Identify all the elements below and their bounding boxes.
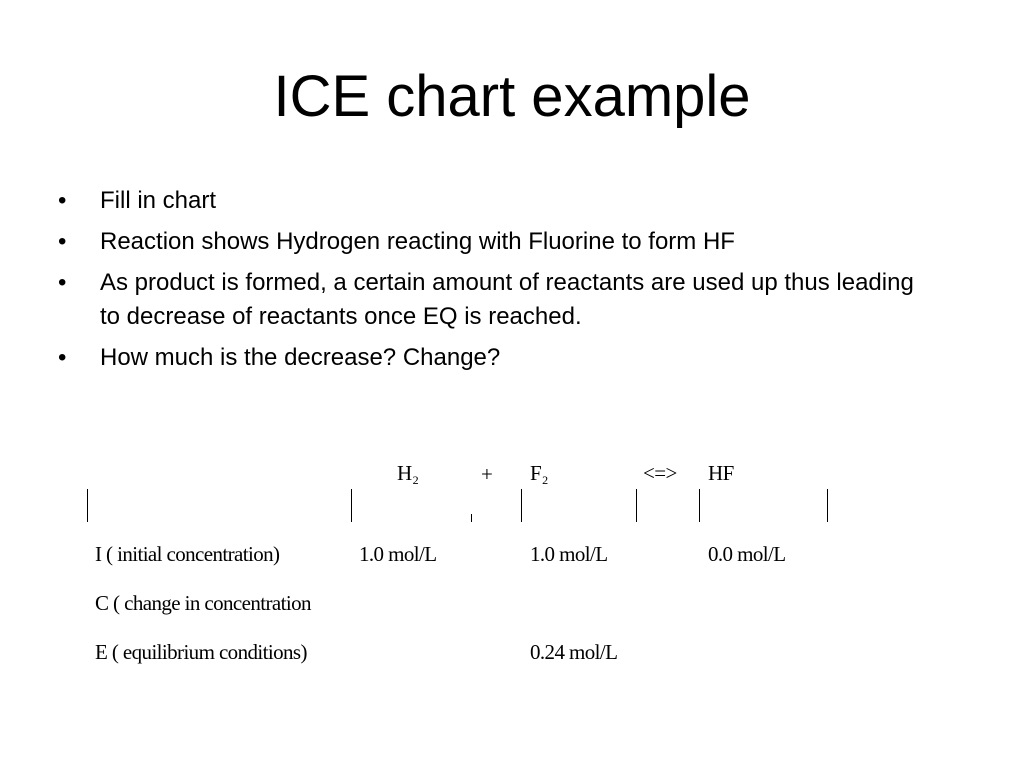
table-divider (636, 489, 637, 522)
bullet-item (58, 225, 938, 259)
reactant-h2 (397, 461, 418, 488)
plus-sign: + (481, 462, 493, 486)
product-hf: HF (708, 461, 734, 485)
row-label-equilibrium: E ( equilibrium conditions) (95, 640, 307, 664)
bullet-text: How much is the decrease? Change? (100, 344, 501, 371)
h2-symbol: H (397, 461, 412, 485)
h2-subscript: 2 (412, 473, 418, 487)
bullet-item (58, 184, 938, 218)
f2-subscript: 2 (542, 473, 548, 487)
row-label-change: C ( change in concentration (95, 591, 311, 615)
row-label-initial: I ( initial concentration) (95, 542, 280, 566)
cell-initial-h2: 1.0 mol/L (359, 542, 437, 566)
bullet-item (58, 341, 938, 375)
cell-equilibrium-f2: 0.24 mol/L (530, 640, 618, 664)
bullet-list (58, 184, 938, 382)
table-divider (699, 489, 700, 522)
bullet-item (58, 266, 938, 334)
slide-title: ICE chart example (273, 64, 751, 129)
table-divider (87, 489, 88, 522)
bullet-marker: • (58, 344, 67, 371)
bullet-text: Reaction shows Hydrogen reacting with Fluorine to form HF (100, 228, 735, 255)
cell-initial-f2: 1.0 mol/L (530, 542, 608, 566)
bullet-marker: • (58, 187, 67, 214)
table-divider (471, 514, 472, 522)
bullet-marker: • (58, 269, 67, 296)
reactant-f2 (530, 461, 548, 488)
bullet-text: Fill in chart (100, 187, 217, 214)
bullet-marker: • (58, 228, 67, 255)
table-divider (827, 489, 828, 522)
cell-initial-hf: 0.0 mol/L (708, 542, 786, 566)
bullet-text: As product is formed, a certain amount of reactants are used up thus leading to decrease of reactants once EQ is reached. (100, 269, 914, 330)
table-divider (351, 489, 352, 522)
table-divider (521, 489, 522, 522)
f2-symbol: F (530, 461, 542, 485)
equilibrium-arrow: <=> (643, 461, 677, 485)
